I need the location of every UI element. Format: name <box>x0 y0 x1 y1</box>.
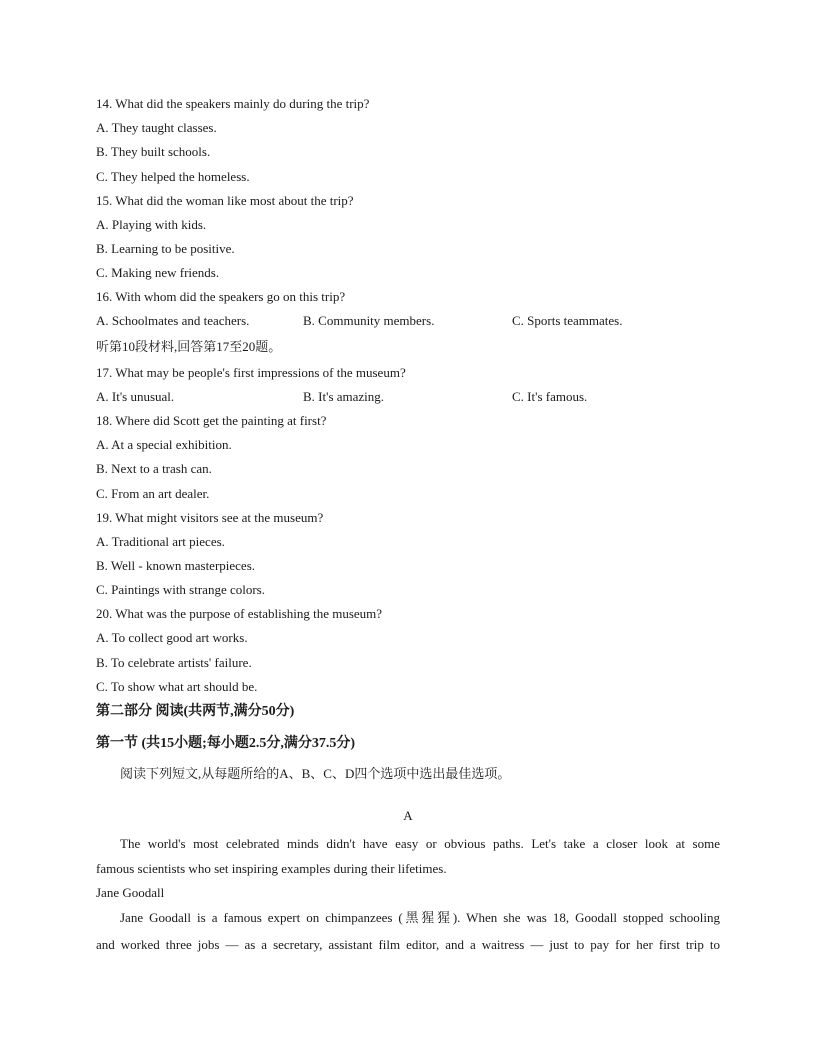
answer-option: C. They helped the homeless. <box>96 169 250 184</box>
answer-option: B. Community members. <box>303 313 435 328</box>
paragraph-line: Jane Goodall is a famous expert on chimpanzees (黑猩猩). When she was 18, Goodall stopped schooling <box>120 910 720 925</box>
paragraph-line: The world's most celebrated minds didn't have easy or obvious paths. Let's take a closer look at some <box>120 836 720 851</box>
answer-option: C. It's famous. <box>512 389 588 404</box>
answer-option: B. Next to a trash can. <box>96 461 212 476</box>
answer-option: C. From an art dealer. <box>96 486 210 501</box>
answer-option: A. They taught classes. <box>96 120 217 135</box>
subheading: Jane Goodall <box>96 885 165 900</box>
answer-option: A. It's unusual. <box>96 389 175 404</box>
question-stem: 16. With whom did the speakers go on this trip? <box>96 289 346 304</box>
question-stem: 18. Where did Scott get the painting at first? <box>96 413 327 428</box>
passage-label: A <box>403 808 413 823</box>
answer-option: A. Playing with kids. <box>96 217 207 232</box>
section-heading: 第一节 (共15小题;每小题2.5分,满分37.5分) <box>96 736 355 751</box>
section-intro: 听第10段材料,回答第17至20题。 <box>96 339 282 354</box>
answer-option: A. Traditional art pieces. <box>96 534 225 549</box>
answer-option: B. Well - known masterpieces. <box>96 558 256 573</box>
answer-option: B. To celebrate artists' failure. <box>96 655 252 670</box>
question-stem: 19. What might visitors see at the museum? <box>96 510 324 525</box>
question-stem: 20. What was the purpose of establishing the museum? <box>96 606 383 621</box>
paragraph-line: and worked three jobs — as a secretary, assistant film editor, and a waitress — just to pay for her first trip to <box>96 937 720 952</box>
paragraph-line: famous scientists who set inspiring examples during their lifetimes. <box>96 861 447 876</box>
answer-option: A. At a special exhibition. <box>96 437 232 452</box>
instruction-text: 阅读下列短文,从每题所给的A、B、C、D四个选项中选出最佳选项。 <box>120 766 511 781</box>
answer-option: B. It's amazing. <box>303 389 385 404</box>
question-stem: 17. What may be people's first impressions of the museum? <box>96 365 406 380</box>
answer-option: B. They built schools. <box>96 144 211 159</box>
question-stem: 14. What did the speakers mainly do during the trip? <box>96 96 370 111</box>
answer-option: C. Paintings with strange colors. <box>96 582 265 597</box>
answer-option: A. Schoolmates and teachers. <box>96 313 250 328</box>
answer-option: C. Making new friends. <box>96 265 220 280</box>
question-stem: 15. What did the woman like most about the trip? <box>96 193 354 208</box>
answer-option: B. Learning to be positive. <box>96 241 235 256</box>
answer-option: C. Sports teammates. <box>512 313 623 328</box>
answer-option: C. To show what art should be. <box>96 679 258 694</box>
part-heading: 第二部分 阅读(共两节,满分50分) <box>96 704 295 719</box>
answer-option: A. To collect good art works. <box>96 630 248 645</box>
